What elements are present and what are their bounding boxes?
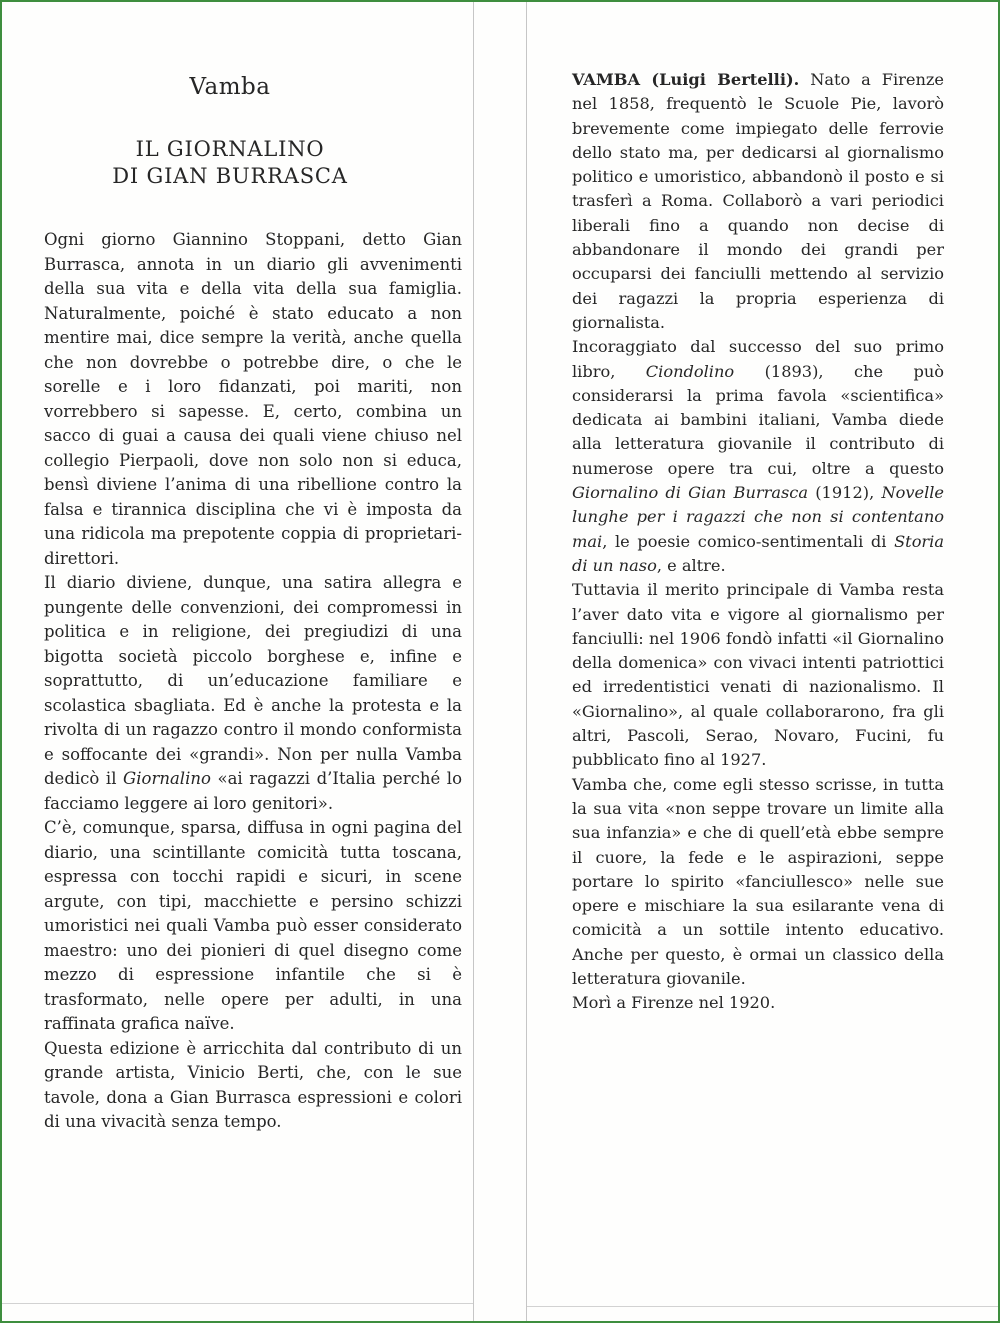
text-run: (1912),: [808, 483, 882, 503]
left-page-bottom-edge: [2, 1303, 473, 1304]
book-title-line-2: DI GIAN BURRASCA: [112, 164, 348, 188]
book-title-heading: [44, 136, 416, 190]
text-run: Incoraggiato dal successo del suo primo libro,: [572, 337, 944, 381]
text-run: VAMBA (Luigi Bertelli).: [572, 70, 800, 89]
paragraph: [572, 773, 944, 992]
text-run: , e altre.: [656, 555, 726, 575]
author-name-heading: Vamba: [189, 74, 271, 100]
text-run: «ai ragazzi d’Italia perché lo facciamo leggere ai loro genitori».: [44, 769, 462, 813]
text-run: (1893), che può considerarsi la prima favola «scientifica» dedicata ai bambini italiani, Vamba diede alla letteratura giovanile il contributo di numerose opere tra cui, oltre a questo: [572, 361, 945, 478]
left-column-text: [44, 228, 462, 1135]
text-run: Giornalino: [123, 769, 211, 788]
paragraph: [572, 578, 944, 772]
text-run: Novelle lunghe per i ragazzi che non si contentano mai: [572, 483, 945, 551]
paragraph: [44, 228, 462, 571]
text-run: Giornalino di Gian Burrasca: [572, 483, 809, 503]
page-gutter-line-left: [473, 2, 474, 1321]
text-run: Il diario diviene, dunque, una satira allegra e pungente delle convenzioni, dei compromessi in politica e in religione, dei pregiudizi di una bigotta società piccolo borghese e, infine e soprattutto, di un’educazione familiare e scolastica sbagliata. Ed è anche la protesta e la rivolta di un ragazzo contro il mondo conformista e soffocante dei «grandi». Non per nulla Vamba dedicò il: [44, 573, 462, 788]
paragraph: [44, 1037, 462, 1135]
paragraph: [572, 991, 944, 1015]
paragraph: [44, 571, 462, 816]
paragraph: [572, 335, 944, 578]
text-run: Ciondolino: [645, 361, 735, 381]
text-run: Questa edizione è arricchita dal contributo di un grande artista, Vinicio Berti, che, con le sue tavole, dona a Gian Burrasca espressioni e colori di una vivacità senza tempo.: [44, 1038, 462, 1131]
right-page-bottom-edge: [527, 1306, 998, 1307]
text-run: , le poesie comico-sentimentali di: [602, 531, 895, 551]
book-title-line-1: IL GIORNALINO: [135, 137, 325, 161]
paragraph: [44, 816, 462, 1037]
text-run: C’è, comunque, sparsa, diffusa in ogni pagina del diario, una scintillante comicità tutta toscana, espressa con tocchi rapidi e sicuri, in scene argute, con tipi, macchiette e persino schizzi umoristici nei quali Vamba può esser considerato maestro: uno dei pionieri di quel disegno come mezzo di espressione infantile che si è trasformato, nelle opere per adulti, in una raffinata grafica naïve.: [44, 818, 462, 1033]
text-run: Ogni giorno Giannino Stoppani, detto Gian Burrasca, annota in un diario gli avvenimenti della sua vita e della vita della sua famiglia. Naturalmente, poiché è stato educato a non mentire mai, dice sempre la verità, anche quella che non dovrebbe o potrebbe dire, o che le sorelle e i loro fidanzati, poi mariti, non vorrebbero si sapesse. E, certo, combina un sacco di guai a causa dei quali viene chiuso nel collegio Pierpaoli, dove non solo non si educa, bensì diviene l’anima di una ribellione contro la falsa e tirannica disciplina che vi è imposta da una ridicola ma prepotente coppia di proprietari-direttori.: [44, 230, 462, 568]
paragraph: [572, 68, 944, 335]
right-column-text: [572, 2, 944, 1016]
right-page: [572, 2, 944, 1016]
page-gutter-line-right: [526, 2, 527, 1321]
text-run: Tuttavia il merito principale di Vamba resta l’aver dato vita e vigore al giornalismo per fanciulli: nel 1906 fondò infatti «il Giornalino della domenica» con vivaci intenti patriottici ed irredentistici venati di nazionalismo. Il «Giornalino», al quale collaborarono, fra gli altri, Pascoli, Serao, Novaro, Fucini, fu pubblicato fino al 1927.: [572, 580, 944, 770]
left-page: [44, 2, 462, 1135]
text-run: Nato a Firenze nel 1858, frequentò le Scuole Pie, lavorò brevemente come impiegato delle ferrovie dello stato ma, per dedicarsi al giornalismo politico e umoristico, abbandonò il posto e si trasferì a Roma. Collaborò a vari periodici liberali fino a quando non decise di abbandonare il mondo dei grandi per occuparsi dei fanciulli mettendo al servizio dei ragazzi la propria esperienza di giornalista.: [572, 70, 944, 332]
text-run: Vamba che, come egli stesso scrisse, in tutta la sua vita «non seppe trovare un limite alla sua infanzia» e che di quell’età ebbe sempre il cuore, la fede e le aspirazioni, seppe portare lo spirito «fanciullesco» nelle sue opere e mischiare la sua esilarante vena di comicità a un sottile intento educativo. Anche per questo, è ormai un classico della letteratura giovanile.: [572, 774, 944, 988]
text-run: Storia di un naso: [572, 531, 944, 575]
text-run: Morì a Firenze nel 1920.: [572, 993, 776, 1013]
